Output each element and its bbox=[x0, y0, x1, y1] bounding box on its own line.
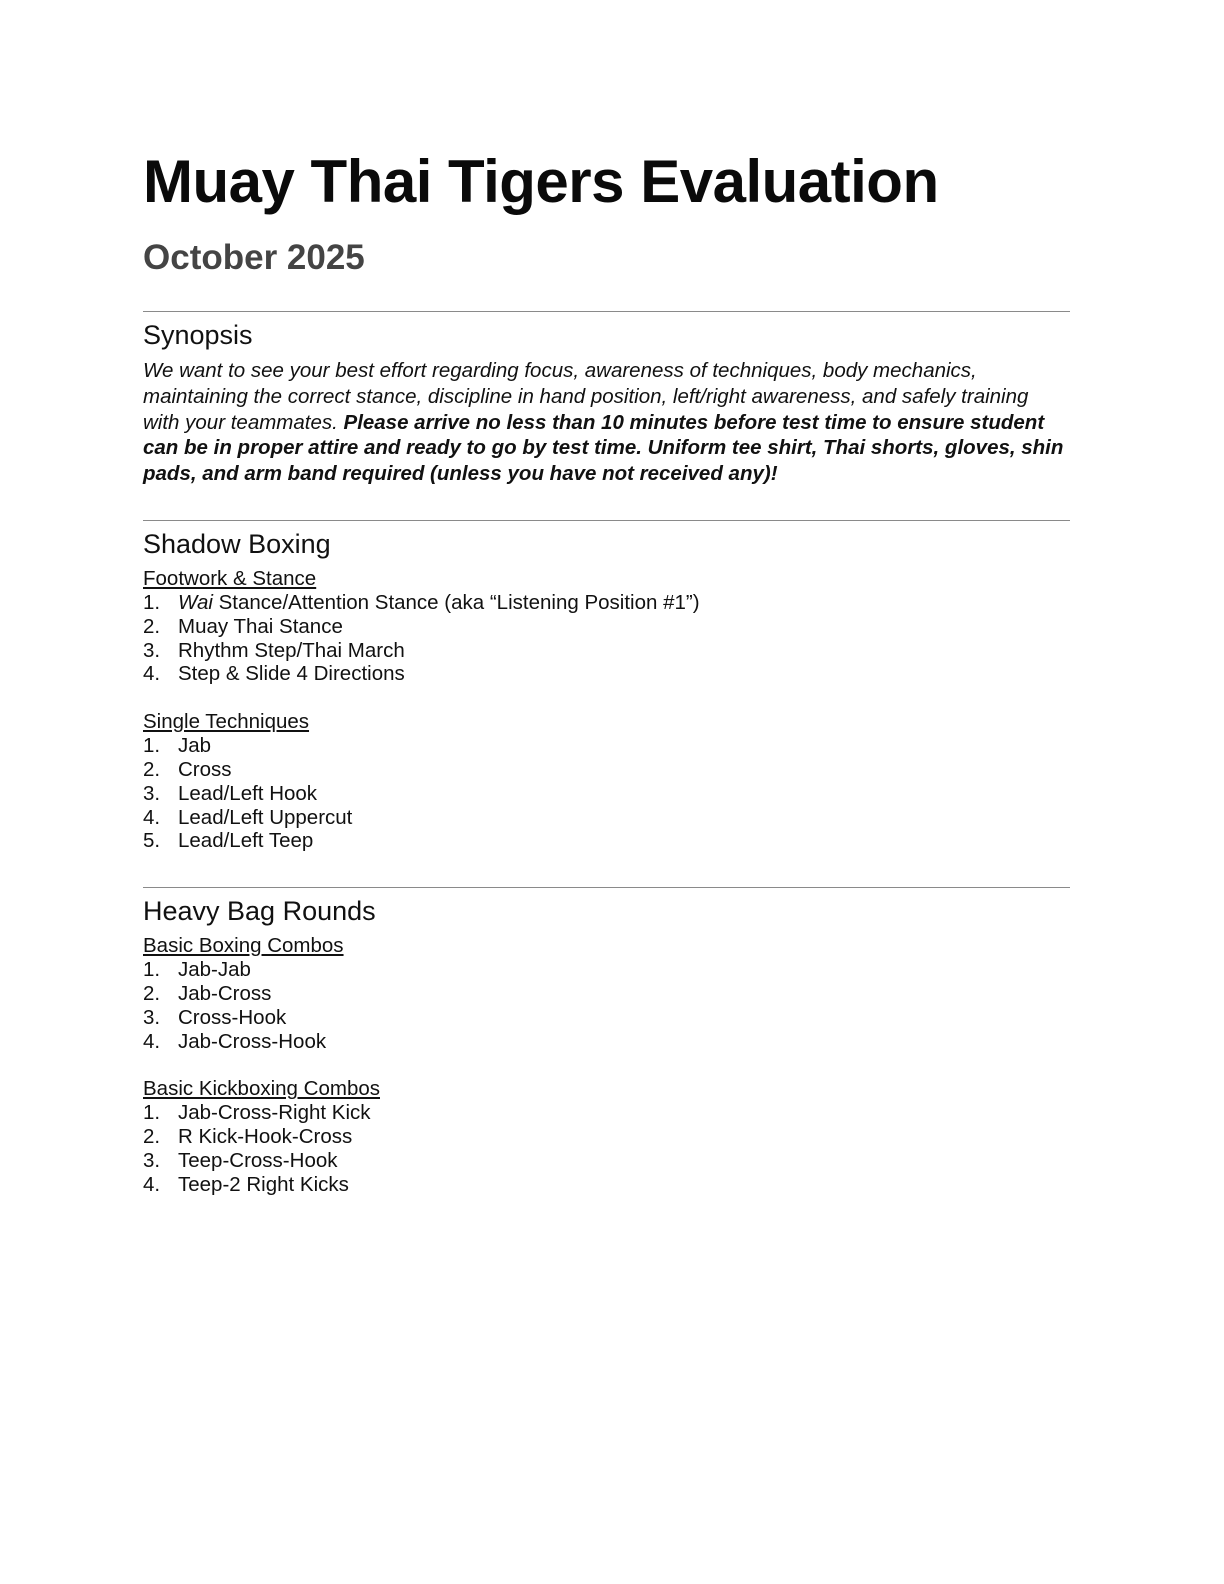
spacer bbox=[143, 686, 1070, 710]
item-text: Stance/Attention Stance (aka “Listening Position #1”) bbox=[212, 590, 700, 614]
list-item bbox=[143, 1006, 1070, 1030]
footwork-list bbox=[143, 591, 1070, 686]
item-number: 4. bbox=[143, 1172, 161, 1196]
item-number: 2. bbox=[143, 981, 161, 1005]
shadow-boxing-section bbox=[143, 520, 1070, 853]
item-number: 4. bbox=[143, 805, 161, 829]
heavy-bag-heading: Heavy Bag Rounds bbox=[143, 896, 376, 927]
boxing-combos-subheading: Basic Boxing Combos bbox=[143, 934, 344, 958]
item-text: Lead/Left Teep bbox=[178, 829, 314, 853]
list-item bbox=[143, 615, 1070, 639]
document-subtitle: October 2025 bbox=[143, 238, 365, 277]
item-text: Lead/Left Uppercut bbox=[178, 805, 353, 829]
list-item bbox=[143, 662, 1070, 686]
list-item bbox=[143, 1149, 1070, 1173]
item-number: 3. bbox=[143, 1148, 161, 1172]
item-number: 1. bbox=[143, 958, 161, 982]
list-item bbox=[143, 1101, 1070, 1125]
single-techniques-subheading: Single Techniques bbox=[143, 710, 310, 734]
item-number: 2. bbox=[143, 614, 161, 638]
item-number: 4. bbox=[143, 662, 161, 686]
synopsis-section bbox=[143, 311, 1070, 487]
list-item bbox=[143, 758, 1070, 782]
single-techniques-list bbox=[143, 734, 1070, 853]
list-item bbox=[143, 829, 1070, 853]
synopsis-bold-text: Please arrive no less than 10 minutes before test time to ensure student can be in proper attire and ready to go by test time. Uniform tee shirt, Thai shorts, gloves, shin pads, and arm band required (unless you have not received any)! bbox=[143, 410, 1064, 486]
list-item bbox=[143, 982, 1070, 1006]
section-divider bbox=[143, 311, 1070, 312]
item-number: 1. bbox=[143, 734, 161, 758]
item-number: 2. bbox=[143, 757, 161, 781]
kickboxing-combos-list bbox=[143, 1101, 1070, 1196]
heavy-bag-section bbox=[143, 887, 1070, 1196]
section-divider bbox=[143, 520, 1070, 521]
item-text: Cross-Hook bbox=[178, 1005, 287, 1029]
list-item bbox=[143, 1030, 1070, 1054]
synopsis-text bbox=[143, 358, 1070, 487]
item-number: 3. bbox=[143, 1005, 161, 1029]
item-number: 4. bbox=[143, 1029, 161, 1053]
item-text: Muay Thai Stance bbox=[178, 614, 343, 638]
document-page bbox=[143, 146, 1070, 1197]
item-text: Teep-2 Right Kicks bbox=[178, 1172, 349, 1196]
list-item bbox=[143, 806, 1070, 830]
item-emphasis: Wai bbox=[178, 590, 213, 614]
document-title: Muay Thai Tigers Evaluation bbox=[143, 148, 939, 215]
list-item bbox=[143, 734, 1070, 758]
item-number: 1. bbox=[143, 590, 161, 614]
list-item bbox=[143, 639, 1070, 663]
item-number: 3. bbox=[143, 781, 161, 805]
list-item bbox=[143, 591, 1070, 615]
list-item bbox=[143, 782, 1070, 806]
boxing-combos-list bbox=[143, 958, 1070, 1053]
item-text: Rhythm Step/Thai March bbox=[178, 638, 405, 662]
item-text: Lead/Left Hook bbox=[178, 781, 318, 805]
shadow-boxing-heading: Shadow Boxing bbox=[143, 528, 331, 559]
synopsis-heading: Synopsis bbox=[143, 320, 253, 350]
item-text: Jab-Cross-Hook bbox=[178, 1029, 327, 1053]
item-text: Jab bbox=[178, 734, 212, 758]
section-divider bbox=[143, 887, 1070, 888]
item-text: Jab-Jab bbox=[178, 958, 251, 982]
item-text: Teep-Cross-Hook bbox=[178, 1148, 338, 1172]
item-text: Jab-Cross bbox=[178, 981, 272, 1005]
item-number: 3. bbox=[143, 638, 161, 662]
list-item bbox=[143, 958, 1070, 982]
synopsis-italic-text: We want to see your best effort regarding focus, awareness of techniques, body mechanics, maintaining the correct stance, discipline in hand position, left/right awareness, and safely training with your teammates. bbox=[143, 359, 1029, 434]
item-text: Cross bbox=[178, 757, 232, 781]
item-text: R Kick-Hook-Cross bbox=[178, 1125, 353, 1149]
item-number: 5. bbox=[143, 829, 161, 853]
spacer bbox=[143, 1053, 1070, 1077]
item-number: 2. bbox=[143, 1125, 161, 1149]
item-number: 1. bbox=[143, 1101, 161, 1125]
kickboxing-combos-subheading: Basic Kickboxing Combos bbox=[143, 1077, 380, 1101]
list-item bbox=[143, 1125, 1070, 1149]
footwork-subheading: Footwork & Stance bbox=[143, 566, 317, 590]
list-item bbox=[143, 1173, 1070, 1197]
item-text: Jab-Cross-Right Kick bbox=[178, 1101, 371, 1125]
item-text: Step & Slide 4 Directions bbox=[178, 662, 405, 686]
